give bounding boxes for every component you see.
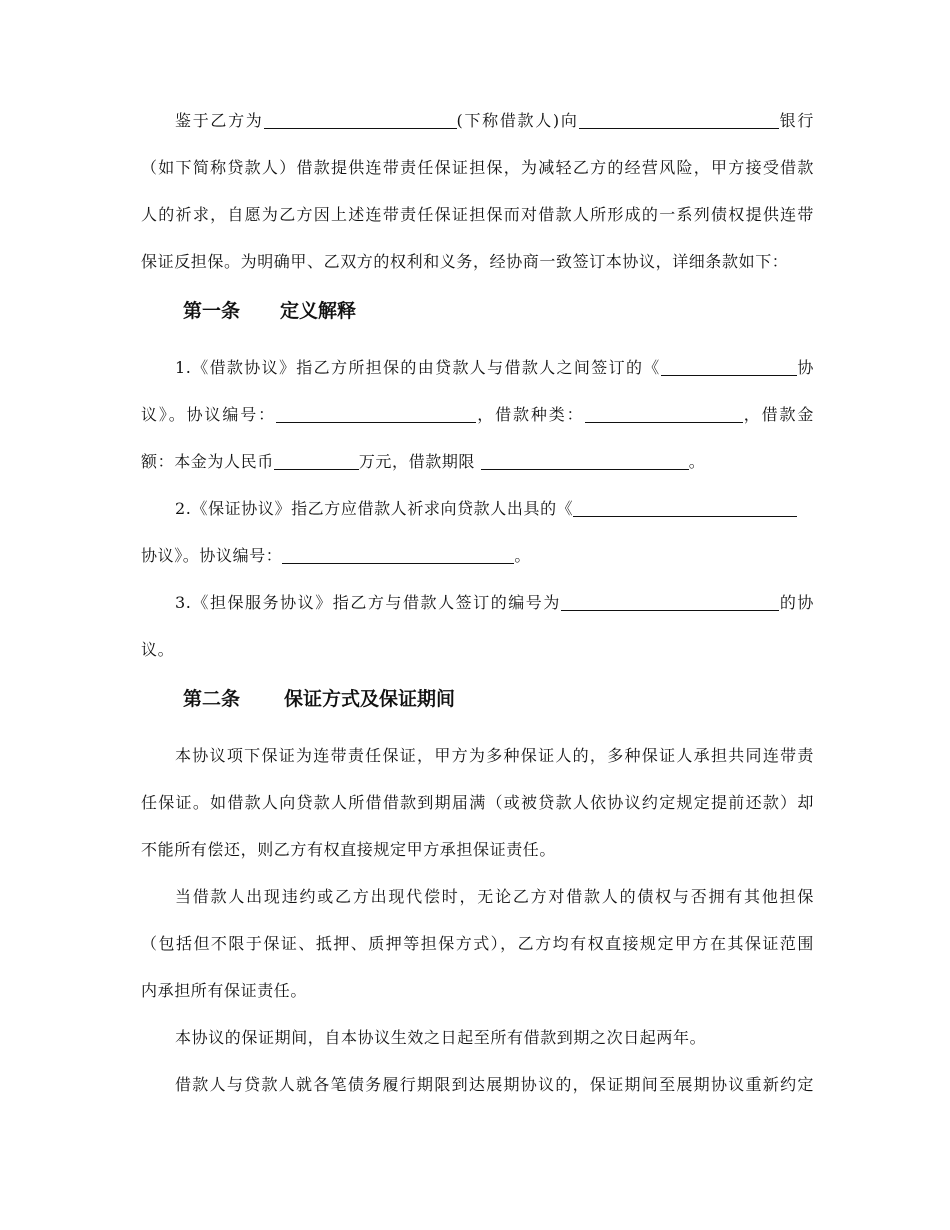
article-2-heading	[183, 687, 455, 711]
article-2-para-4-line-1: 借款人与贷款人就各笔债务履行期限到达展期协议的，保证期间至展期协议重新约定	[175, 1075, 814, 1094]
definition-text: 3.《担保服务协议》指乙方与借款人签订的编号为	[175, 593, 561, 612]
definition-text: 。	[514, 546, 532, 565]
definition-text: 议》。协议编号：	[141, 405, 276, 424]
preamble-line-1	[175, 110, 814, 132]
definition-text: 额：本金为人民币	[141, 452, 274, 471]
agreement-number-blank	[276, 406, 476, 423]
article-2-para-2-line-3: 内承担所有保证责任。	[141, 981, 308, 1000]
definition-text: 协议》。协议编号：	[141, 546, 283, 565]
preamble-text: 鉴于乙方为	[175, 111, 264, 130]
borrower-name-blank	[264, 112, 457, 129]
definition-text: ，借款种类：	[475, 405, 585, 424]
definition-3-line-2: 议。	[141, 640, 175, 659]
article-2-para-2-line-1: 当借款人出现违约或乙方出现代偿时，无论乙方对借款人的债权与否拥有其他担保	[175, 887, 814, 906]
definition-text: 万元，借款期限	[358, 452, 481, 471]
definition-1-line-1	[175, 357, 814, 379]
definition-text: 的协	[778, 593, 814, 612]
preamble-line-2: （如下简称贷款人）借款提供连带责任保证担保，为减轻乙方的经营风险，甲方接受借款	[141, 158, 814, 177]
loan-agreement-name-blank	[661, 359, 797, 376]
guarantee-agreement-name-blank	[573, 500, 797, 517]
preamble-line-3: 人的祈求，自愿为乙方因上述连带责任保证担保而对借款人所形成的一系列债权提供连带	[141, 205, 814, 224]
definition-2-line-2	[141, 545, 814, 567]
definition-2-line-1	[175, 498, 814, 520]
article-1-heading	[183, 299, 356, 323]
service-agreement-number-blank	[561, 594, 779, 611]
definition-text: 协	[796, 358, 814, 377]
article-number: 第二条	[183, 688, 241, 710]
bank-name-blank	[579, 112, 779, 129]
article-number: 第一条	[183, 300, 241, 322]
guarantee-agreement-number-blank	[282, 547, 514, 564]
definition-text: 。	[688, 452, 706, 471]
article-2-para-1-line-2: 任保证。如借款人向贷款人所借借款到期届满（或被贷款人依协议约定规定提前还款）却	[141, 793, 814, 812]
definition-1-line-2	[141, 404, 814, 426]
preamble-text: 银行	[778, 111, 814, 130]
definition-text: 1.《借款协议》指乙方所担保的由贷款人与借款人之间签订的《	[175, 358, 661, 377]
definition-3-line-1	[175, 592, 814, 614]
preamble-text: (下称借款人)向	[456, 111, 579, 130]
article-2-para-1-line-3: 不能所有偿还，则乙方有权直接规定甲方承担保证责任。	[141, 840, 557, 859]
article-2-para-3-line-1: 本协议的保证期间，自本协议生效之日起至所有借款到期之次日起两年。	[175, 1028, 707, 1047]
loan-type-blank	[585, 406, 743, 423]
principal-amount-blank	[274, 453, 359, 470]
article-title: 定义解释	[280, 300, 357, 322]
definition-text: 2.《保证协议》指乙方应借款人祈求向贷款人出具的《	[175, 499, 574, 518]
article-title: 保证方式及保证期间	[284, 688, 456, 710]
article-2-para-1-line-1: 本协议项下保证为连带责任保证，甲方为多种保证人的，多种保证人承担共同连带责	[175, 746, 814, 765]
loan-term-blank	[481, 453, 689, 470]
definition-text: ，借款金	[742, 405, 814, 424]
preamble-line-4: 保证反担保。为明确甲、乙双方的权利和义务，经协商一致签订本协议，详细条款如下：	[141, 252, 789, 271]
definition-1-line-3	[141, 451, 814, 473]
article-2-para-2-line-2: （包括但不限于保证、抵押、质押等担保方式），乙方均有权直接规定甲方在其保证范围	[141, 934, 814, 953]
